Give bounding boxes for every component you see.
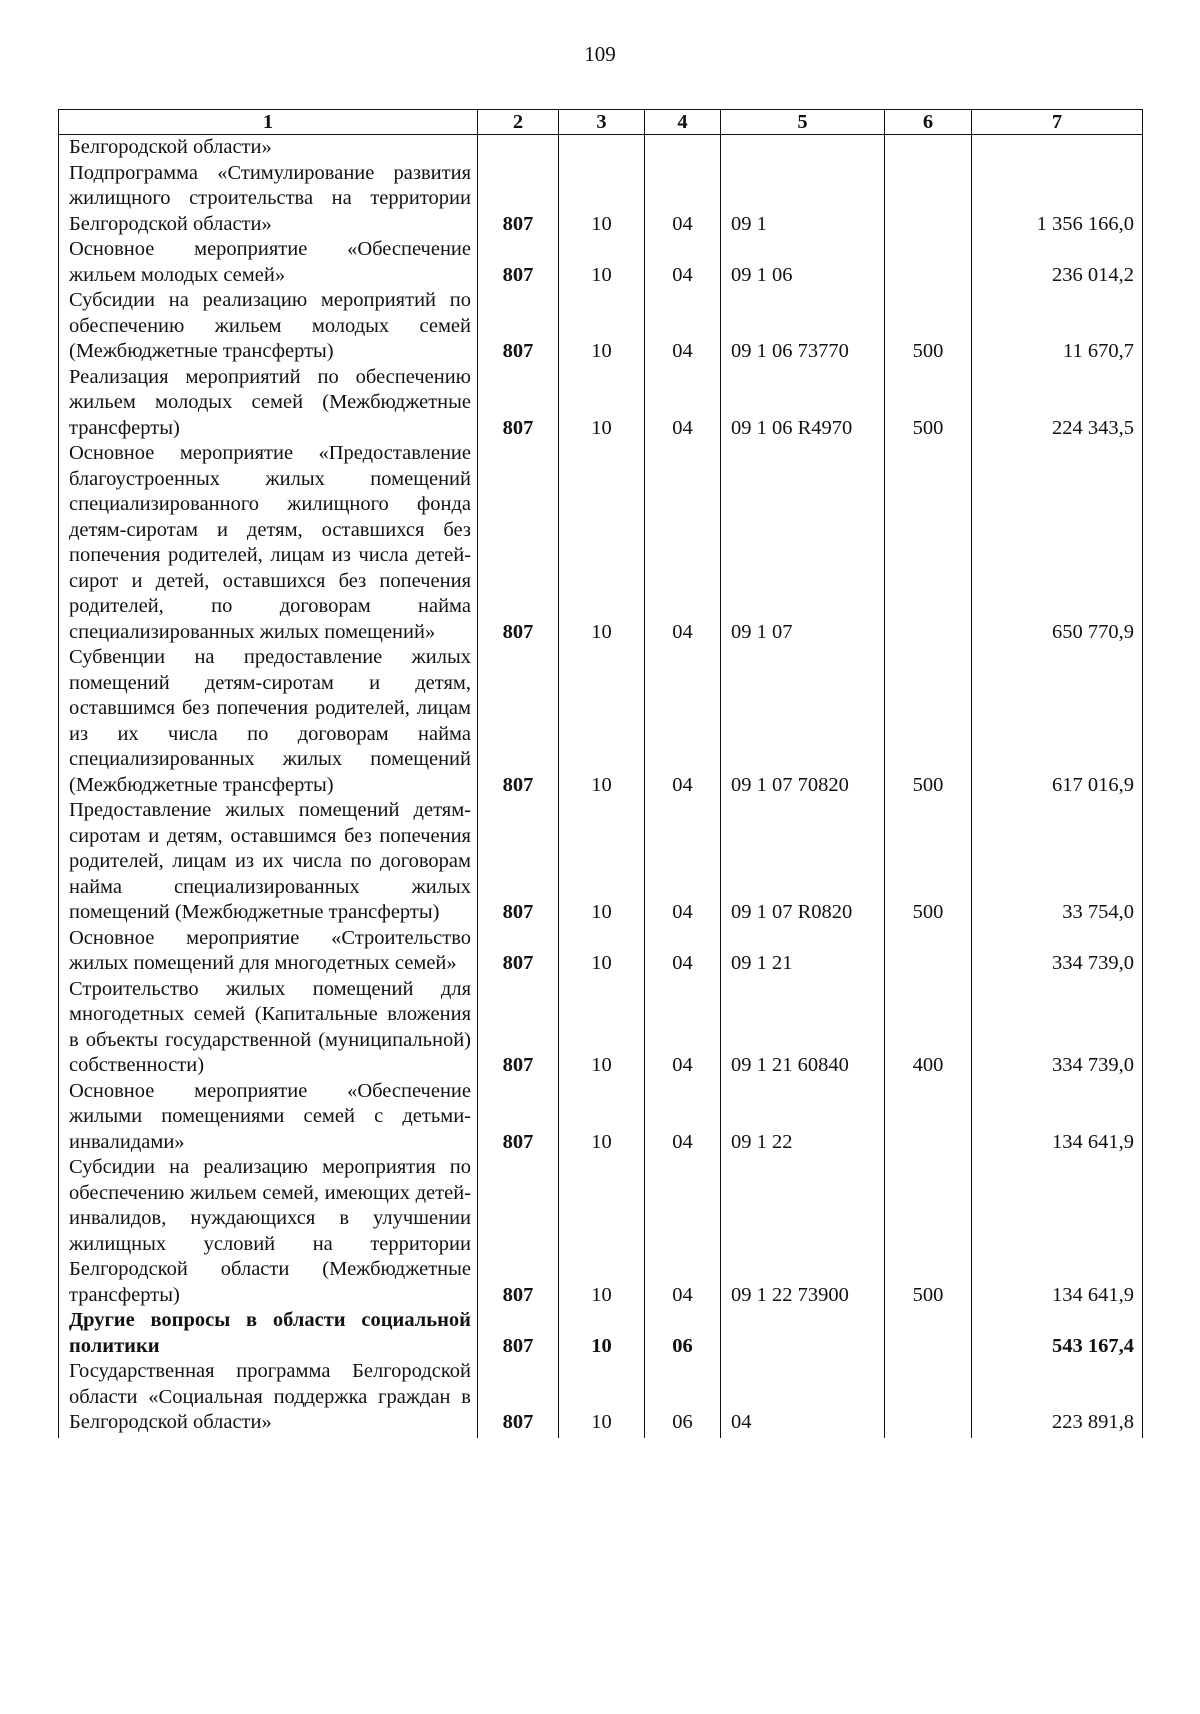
target-article-cell: 09 1 07 [721,441,885,645]
row-name-cell: Строительство жилых помещений для многодетных семей (Капитальные вложения в объекты государственной (муниципальной) собственности) [59,977,478,1079]
amount-cell: 33 754,0 [972,798,1143,926]
admin-code-cell: 807 [478,977,559,1079]
header-col-6: 6 [885,110,972,135]
subsection-code-cell: 04 [645,161,721,238]
header-col-2: 2 [478,110,559,135]
subsection-code-cell: 04 [645,441,721,645]
table-row [59,645,1143,798]
amount-cell: 134 641,9 [972,1079,1143,1156]
target-article-cell: 04 [721,1359,885,1438]
amount-cell: 334 739,0 [972,926,1143,977]
row-name-cell: Предоставление жилых помещений детям-сиротам и детям, оставшимся без попечения родителей, лицам из их числа по договорам найма специализированных жилых помещений (Межбюджетные трансферты) [59,798,478,926]
expense-type-cell: 500 [885,645,972,798]
expense-type-cell [885,1359,972,1438]
amount-cell: 134 641,9 [972,1155,1143,1308]
target-article-cell [721,1308,885,1359]
expense-type-cell [885,135,972,161]
subsection-code-cell: 04 [645,288,721,365]
amount-cell: 617 016,9 [972,645,1143,798]
table-row [59,441,1143,645]
admin-code-cell: 807 [478,645,559,798]
header-col-4: 4 [645,110,721,135]
header-col-5: 5 [721,110,885,135]
section-code-cell: 10 [559,441,645,645]
subsection-code-cell: 04 [645,1155,721,1308]
target-article-cell: 09 1 07 R0820 [721,798,885,926]
section-code-cell: 10 [559,1079,645,1156]
expense-type-cell: 500 [885,288,972,365]
target-article-cell: 09 1 22 73900 [721,1155,885,1308]
row-name-cell: Государственная программа Белгородской области «Социальная поддержка граждан в Белгородской области» [59,1359,478,1438]
subsection-code-cell: 06 [645,1308,721,1359]
table-row [59,977,1143,1079]
amount-cell: 224 343,5 [972,365,1143,442]
page-number: 109 [584,42,616,66]
admin-code-cell: 807 [478,161,559,238]
expense-type-cell: 500 [885,365,972,442]
section-code-cell: 10 [559,161,645,238]
row-name-cell: Основное мероприятие «Строительство жилых помещений для многодетных семей» [59,926,478,977]
table-row [59,1359,1143,1438]
table-row [59,365,1143,442]
amount-cell: 236 014,2 [972,237,1143,288]
table-row [59,237,1143,288]
subsection-code-cell: 04 [645,1079,721,1156]
expense-type-cell: 400 [885,977,972,1079]
expense-type-cell [885,441,972,645]
header-col-1: 1 [59,110,478,135]
row-name-cell: Субсидии на реализацию мероприятия по обеспечению жильем семей, имеющих детей-инвалидов, нуждающихся в улучшении жилищных условий на территории Белгородской области (Межбюджетные трансферты) [59,1155,478,1308]
admin-code-cell: 807 [478,1359,559,1438]
header-row [59,110,1143,135]
subsection-code-cell: 04 [645,645,721,798]
table-row [59,798,1143,926]
target-article-cell: 09 1 [721,161,885,238]
header-col-3: 3 [559,110,645,135]
section-code-cell: 10 [559,288,645,365]
target-article-cell [721,135,885,161]
table-row [59,1155,1143,1308]
admin-code-cell: 807 [478,1079,559,1156]
admin-code-cell: 807 [478,798,559,926]
admin-code-cell [478,135,559,161]
expense-type-cell: 500 [885,1155,972,1308]
section-code-cell: 10 [559,645,645,798]
row-name-cell: Подпрограмма «Стимулирование развития жилищного строительства на территории Белгородской области» [59,161,478,238]
table-row [59,1079,1143,1156]
table-body [59,135,1143,1438]
section-code-cell: 10 [559,1359,645,1438]
amount-cell: 11 670,7 [972,288,1143,365]
subsection-code-cell: 06 [645,1359,721,1438]
amount-cell: 650 770,9 [972,441,1143,645]
row-name-cell: Субсидии на реализацию мероприятий по обеспечению жильем молодых семей (Межбюджетные трансферты) [59,288,478,365]
table-header [59,110,1143,135]
section-code-cell: 10 [559,798,645,926]
target-article-cell: 09 1 06 [721,237,885,288]
section-code-cell [559,135,645,161]
expense-type-cell [885,926,972,977]
row-name-cell: Другие вопросы в области социальной политики [59,1308,478,1359]
subsection-code-cell: 04 [645,798,721,926]
admin-code-cell: 807 [478,1308,559,1359]
section-code-cell: 10 [559,237,645,288]
table-row [59,926,1143,977]
row-name-cell: Субвенции на предоставление жилых помещений детям-сиротам и детям, оставшимся без попечения родителей, лицам из их числа по договорам найма специализированных жилых помещений (Межбюджетные трансферты) [59,645,478,798]
table-row [59,135,1143,161]
row-name-cell: Основное мероприятие «Обеспечение жилыми помещениями семей с детьми-инвалидами» [59,1079,478,1156]
admin-code-cell: 807 [478,365,559,442]
expense-type-cell [885,237,972,288]
section-code-cell: 10 [559,1155,645,1308]
subsection-code-cell: 04 [645,237,721,288]
amount-cell: 1 356 166,0 [972,161,1143,238]
amount-cell: 223 891,8 [972,1359,1143,1438]
amount-cell: 334 739,0 [972,977,1143,1079]
section-code-cell: 10 [559,926,645,977]
table-row [59,1308,1143,1359]
expense-type-cell [885,161,972,238]
admin-code-cell: 807 [478,926,559,977]
expense-type-cell [885,1079,972,1156]
subsection-code-cell: 04 [645,977,721,1079]
budget-table [58,109,1143,1438]
target-article-cell: 09 1 22 [721,1079,885,1156]
amount-cell: 543 167,4 [972,1308,1143,1359]
target-article-cell: 09 1 06 73770 [721,288,885,365]
header-col-7: 7 [972,110,1143,135]
section-code-cell: 10 [559,977,645,1079]
subsection-code-cell: 04 [645,926,721,977]
table-row [59,288,1143,365]
table-row [59,161,1143,238]
section-code-cell: 10 [559,365,645,442]
section-code-cell: 10 [559,1308,645,1359]
row-name-cell: Основное мероприятие «Предоставление благоустроенных жилых помещений специализированного жилищного фонда детям-сиротам и детям, оставшихся без попечения родителей, лицам из числа детей-сирот и детей, оставшихся без попечения родителей, по договорам найма специализированных жилых помещений» [59,441,478,645]
target-article-cell: 09 1 21 [721,926,885,977]
subsection-code-cell: 04 [645,365,721,442]
admin-code-cell: 807 [478,1155,559,1308]
admin-code-cell: 807 [478,441,559,645]
target-article-cell: 09 1 21 60840 [721,977,885,1079]
row-name-cell: Белгородской области» [59,135,478,161]
target-article-cell: 09 1 06 R4970 [721,365,885,442]
admin-code-cell: 807 [478,237,559,288]
target-article-cell: 09 1 07 70820 [721,645,885,798]
expense-type-cell [885,1308,972,1359]
row-name-cell: Реализация мероприятий по обеспечению жильем молодых семей (Межбюджетные трансферты) [59,365,478,442]
expense-type-cell: 500 [885,798,972,926]
subsection-code-cell [645,135,721,161]
row-name-cell: Основное мероприятие «Обеспечение жильем молодых семей» [59,237,478,288]
amount-cell [972,135,1143,161]
admin-code-cell: 807 [478,288,559,365]
